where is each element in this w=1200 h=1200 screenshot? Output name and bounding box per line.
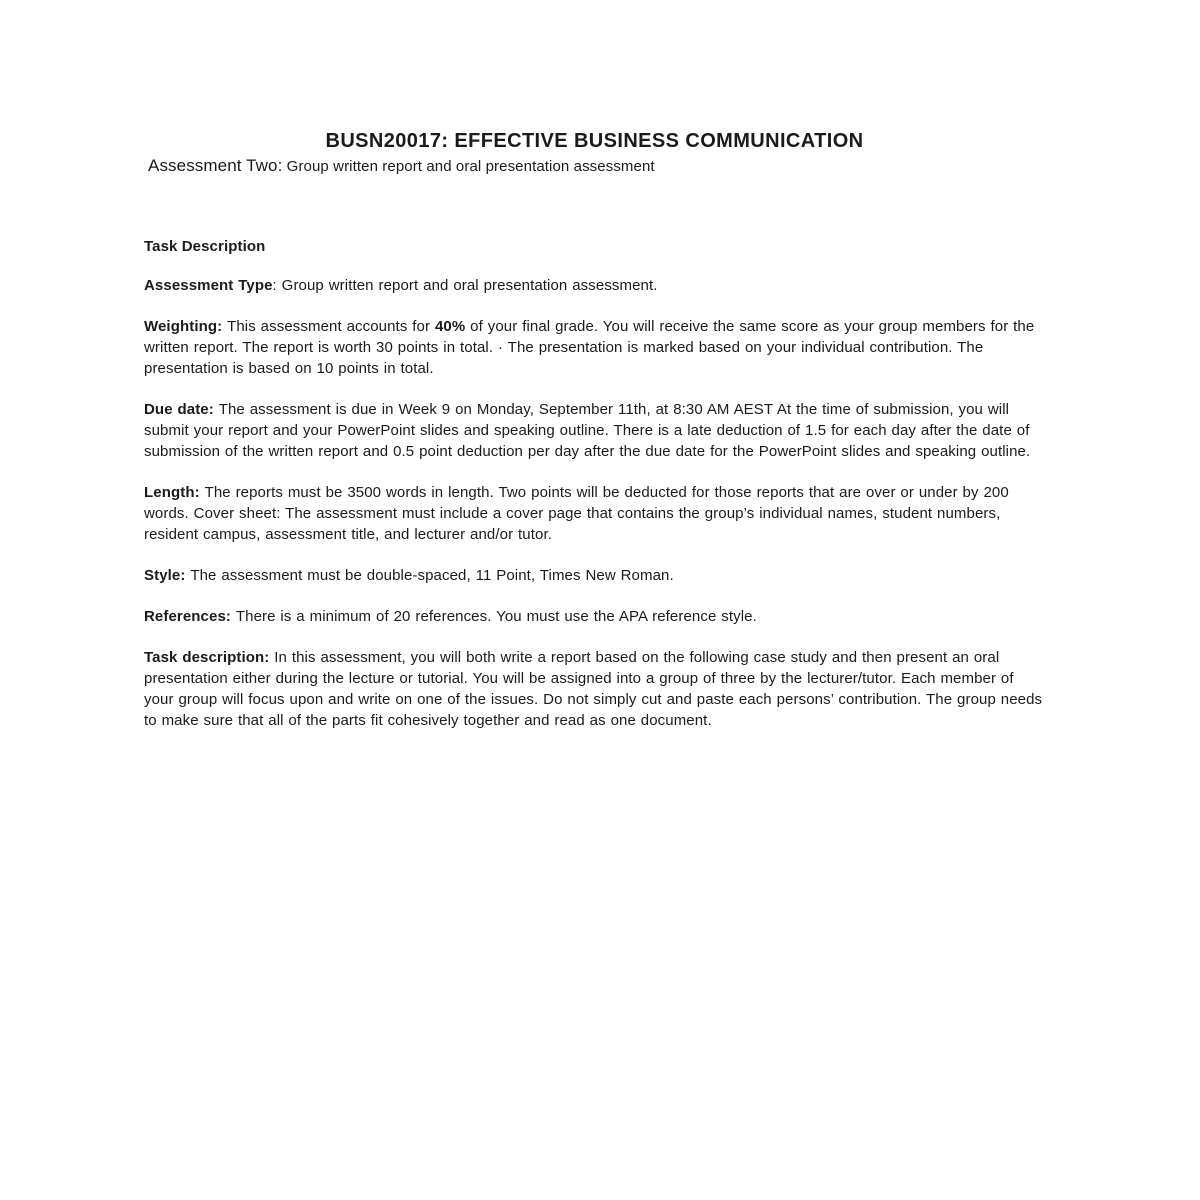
paragraph-bold-run: Assessment Type: [144, 277, 273, 294]
document-page: [144, 130, 1045, 731]
paragraph-text-run: There is a minimum of 20 references. You must use the APA reference style.: [235, 608, 757, 625]
paragraph: [144, 482, 1045, 545]
paragraph: [144, 399, 1045, 462]
paragraph-text-run: This assessment accounts for: [227, 318, 435, 335]
paragraph-bold-run: Weighting:: [144, 318, 228, 335]
section-heading: Task Description: [144, 238, 266, 255]
paragraph-bold-run: Length:: [144, 484, 205, 501]
document-body: [144, 275, 1045, 731]
paragraph-bold-run: Style:: [144, 567, 191, 584]
paragraph-text-run: of your final grade. You will receive the same score as your group members for the written report. The report is worth 30 points in total. · The presentation is marked based on your individual contribution. The presentation is based on 10 points in total.: [144, 318, 1035, 377]
paragraph: [144, 606, 1045, 627]
paragraph-bold-run: References:: [144, 608, 236, 625]
document-title: BUSN20017: EFFECTIVE BUSINESS COMMUNICATION: [325, 130, 864, 152]
paragraph-bold-run: Due date:: [144, 401, 219, 418]
paragraph: [144, 316, 1045, 379]
paragraph-bold-run: 40%: [434, 318, 466, 335]
document-subtitle: [144, 156, 1045, 176]
paragraph-bold-run: Task description:: [144, 649, 275, 666]
subtitle-text: Group written report and oral presentation assessment: [282, 158, 655, 175]
paragraph-text-run: The assessment must be double-spaced, 11 Point, Times New Roman.: [190, 567, 674, 584]
paragraph: [144, 647, 1045, 731]
paragraph-text-run: : Group written report and oral presentation assessment.: [272, 277, 658, 294]
paragraph: [144, 565, 1045, 586]
subtitle-label: Assessment Two:: [148, 156, 283, 175]
paragraph: [144, 275, 1045, 296]
paragraph-text-run: The assessment is due in Week 9 on Monday, September 11th, at 8:30 AM AEST At the time of submission, you will submit your report and your PowerPoint slides and speaking outline. There is a late deduction of 1.5 for each day after the date of submission of the written report and 0.5 point deduction per day after the due date for the PowerPoint slides and speaking outline.: [144, 401, 1031, 460]
paragraph-text-run: In this assessment, you will both write a report based on the following case study and then present an oral presentation either during the lecture or tutorial. You will be assigned into a group of three by the lecturer/tutor. Each member of your group will focus upon and write on one of the issues. Do not simply cut and paste each persons’ contribution. The group needs to make sure that all of the parts fit cohesively together and read as one document.: [144, 649, 1043, 729]
paragraph-text-run: The reports must be 3500 words in length. Two points will be deducted for those reports that are over or under by 200 words. Cover sheet: The assessment must include a cover page that contains the group’s individual names, student numbers, resident campus, assessment title, and lecturer and/or tutor.: [144, 484, 1009, 543]
